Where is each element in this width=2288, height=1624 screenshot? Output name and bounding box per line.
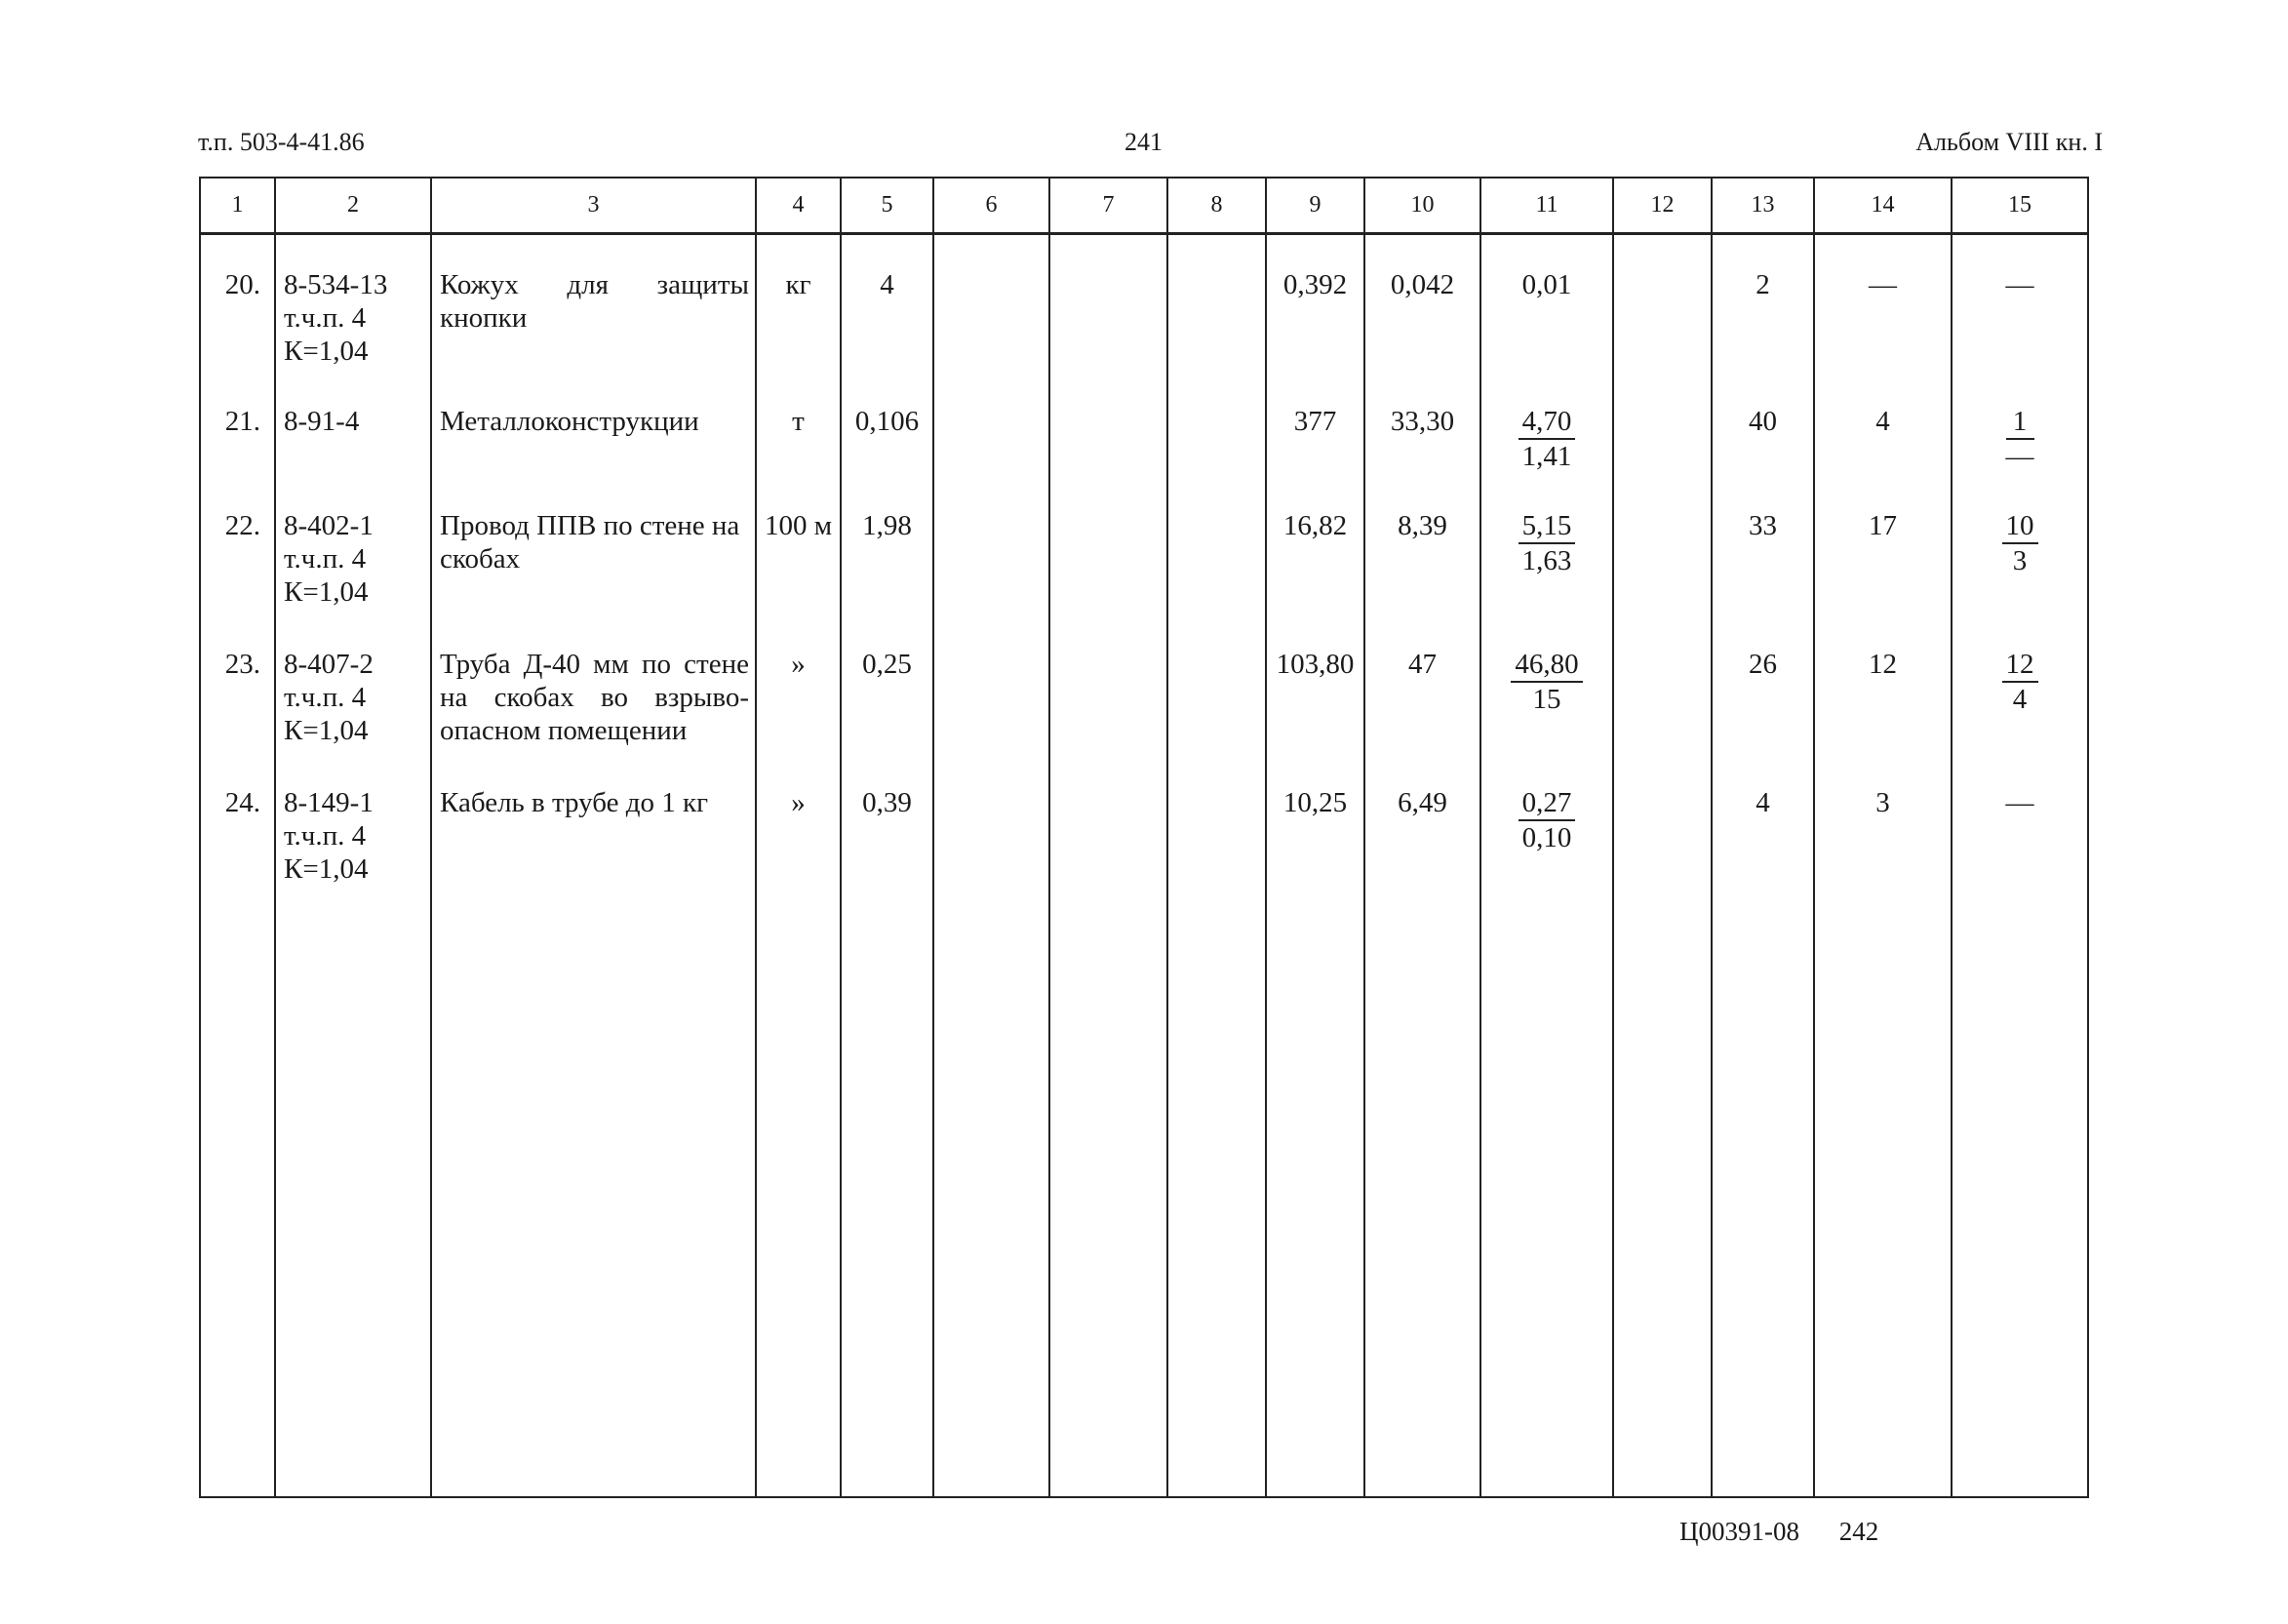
cell-empty xyxy=(1167,234,1266,373)
fraction-cell: $\frac{1}{—}$ xyxy=(1952,372,2088,476)
fraction-cell: $\frac{12}{4}$ xyxy=(1952,614,2088,753)
cell-value: 0,01 xyxy=(1480,234,1613,373)
cell-value: 10,25 xyxy=(1266,753,1364,891)
table-row-empty xyxy=(200,891,2088,1497)
cell-value: 103,80 xyxy=(1266,614,1364,753)
table-row xyxy=(200,234,2088,373)
column-header: 4 xyxy=(756,178,841,234)
column-header: 9 xyxy=(1266,178,1364,234)
column-header: 5 xyxy=(841,178,933,234)
fraction-cell: $\frac{0,27}{0,10}$ xyxy=(1480,753,1613,891)
cell-empty xyxy=(933,234,1049,373)
cell-empty xyxy=(1613,372,1712,476)
column-header: 11 xyxy=(1480,178,1613,234)
quantity: 0,106 xyxy=(841,372,933,476)
footer xyxy=(1679,1517,1878,1547)
cell-value: — xyxy=(1952,753,2088,891)
row-number: 23. xyxy=(200,614,275,753)
column-header: 3 xyxy=(431,178,756,234)
cell-value: 3 xyxy=(1814,753,1952,891)
cell-value: 4 xyxy=(1712,753,1814,891)
quantity: 4 xyxy=(841,234,933,373)
cell-value: 40 xyxy=(1712,372,1814,476)
cell-empty xyxy=(1167,753,1266,891)
column-header: 10 xyxy=(1364,178,1480,234)
unit: » xyxy=(756,753,841,891)
page-number: 241 xyxy=(1124,128,1163,156)
cell-empty xyxy=(1049,234,1167,373)
fraction-cell: $\frac{5,15}{1,63}$ xyxy=(1480,476,1613,614)
fraction-cell: $\frac{46,80}{15}$ xyxy=(1480,614,1613,753)
cell-empty xyxy=(933,372,1049,476)
cell-value: 47 xyxy=(1364,614,1480,753)
cell-empty xyxy=(1613,476,1712,614)
row-number: 24. xyxy=(200,753,275,891)
table-row xyxy=(200,753,2088,891)
row-number: 22. xyxy=(200,476,275,614)
cell-value: — xyxy=(1952,234,2088,373)
estimate-table xyxy=(199,177,2089,1498)
cell-empty xyxy=(1613,753,1712,891)
cell-value: 2 xyxy=(1712,234,1814,373)
document-code: т.п. 503-4-41.86 xyxy=(198,128,365,156)
column-header: 12 xyxy=(1613,178,1712,234)
work-name: Металлоконструкции xyxy=(431,372,756,476)
cell-empty xyxy=(933,476,1049,614)
norm-code: 8-402-1 т.ч.п. 4 К=1,04 xyxy=(275,476,431,614)
cell-empty xyxy=(933,753,1049,891)
table-row xyxy=(200,372,2088,476)
work-name: Кожух для защиты кнопки xyxy=(431,234,756,373)
unit: 100 м xyxy=(756,476,841,614)
cell-value: 8,39 xyxy=(1364,476,1480,614)
cell-empty xyxy=(933,614,1049,753)
column-header: 6 xyxy=(933,178,1049,234)
footer-page: 242 xyxy=(1838,1517,1879,1546)
cell-value: 377 xyxy=(1266,372,1364,476)
table-row xyxy=(200,614,2088,753)
cell-value: 0,042 xyxy=(1364,234,1480,373)
fraction-cell: $\frac{10}{3}$ xyxy=(1952,476,2088,614)
column-header: 8 xyxy=(1167,178,1266,234)
column-header: 1 xyxy=(200,178,275,234)
cell-empty xyxy=(1049,372,1167,476)
row-number: 20. xyxy=(200,234,275,373)
cell-empty xyxy=(1049,614,1167,753)
row-number: 21. xyxy=(200,372,275,476)
norm-code: 8-91-4 xyxy=(275,372,431,476)
column-header: 15 xyxy=(1952,178,2088,234)
album-label: Альбом VIII кн. I xyxy=(1915,128,2103,156)
cell-empty xyxy=(1613,614,1712,753)
cell-value: 17 xyxy=(1814,476,1952,614)
cell-value: 16,82 xyxy=(1266,476,1364,614)
work-name: Кабель в трубе до 1 кг xyxy=(431,753,756,891)
cell-empty xyxy=(1167,614,1266,753)
cell-value: 26 xyxy=(1712,614,1814,753)
cell-value: 12 xyxy=(1814,614,1952,753)
unit: т xyxy=(756,372,841,476)
cell-value: 0,392 xyxy=(1266,234,1364,373)
cell-empty xyxy=(1049,753,1167,891)
quantity: 0,39 xyxy=(841,753,933,891)
column-header: 14 xyxy=(1814,178,1952,234)
cell-value: 33 xyxy=(1712,476,1814,614)
cell-value: — xyxy=(1814,234,1952,373)
column-header-row xyxy=(200,178,2088,234)
column-header: 7 xyxy=(1049,178,1167,234)
norm-code: 8-149-1 т.ч.п. 4 К=1,04 xyxy=(275,753,431,891)
cell-empty xyxy=(1167,476,1266,614)
footer-code: Ц00391-08 xyxy=(1679,1517,1799,1546)
cell-value: 4 xyxy=(1814,372,1952,476)
cell-empty xyxy=(1167,372,1266,476)
unit: кг xyxy=(756,234,841,373)
table-row xyxy=(200,476,2088,614)
work-name: Труба Д-40 мм по стене на скобах во взрыво- опасном помещении xyxy=(431,614,756,753)
column-header: 13 xyxy=(1712,178,1814,234)
quantity: 0,25 xyxy=(841,614,933,753)
norm-code: 8-534-13 т.ч.п. 4 К=1,04 xyxy=(275,234,431,373)
column-header: 2 xyxy=(275,178,431,234)
cell-empty xyxy=(1613,234,1712,373)
norm-code: 8-407-2 т.ч.п. 4 К=1,04 xyxy=(275,614,431,753)
fraction-cell: $\frac{4,70}{1,41}$ xyxy=(1480,372,1613,476)
unit: » xyxy=(756,614,841,753)
cell-value: 6,49 xyxy=(1364,753,1480,891)
cell-empty xyxy=(1049,476,1167,614)
quantity: 1,98 xyxy=(841,476,933,614)
cell-value: 33,30 xyxy=(1364,372,1480,476)
work-name: Провод ППВ по стене на скобах xyxy=(431,476,756,614)
